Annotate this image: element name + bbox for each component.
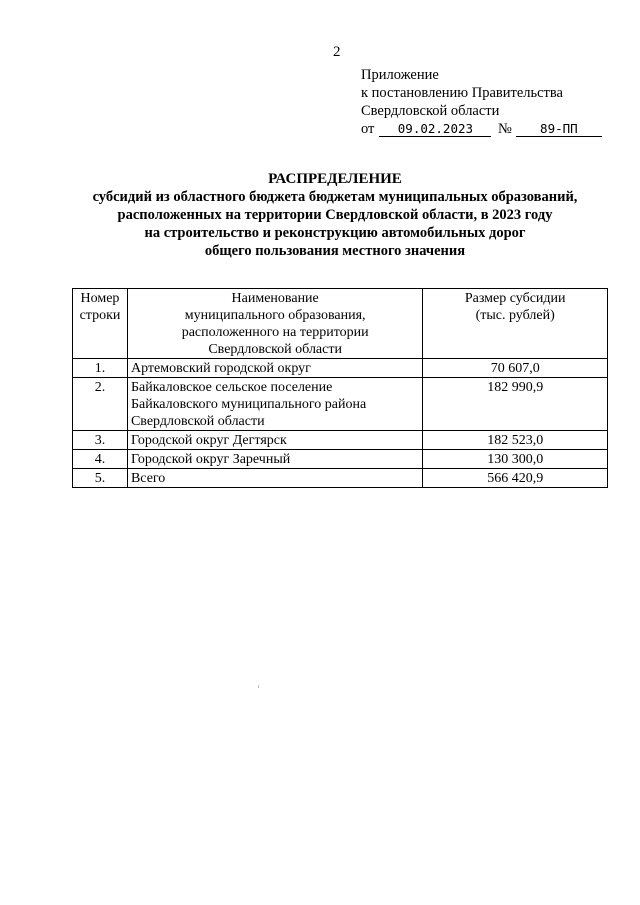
appendix-block bbox=[361, 66, 602, 138]
title-line-3: на строительство и реконструкцию автомобильных дорог bbox=[144, 225, 526, 241]
header-name: Наименование муниципального образования, расположенного на территории Свердловской области bbox=[127, 289, 422, 359]
row-number: 5. bbox=[73, 469, 128, 488]
row-amount: 70 607,0 bbox=[423, 359, 608, 378]
row-name: Городской округ Заречный bbox=[127, 450, 422, 469]
row-number: 2. bbox=[73, 378, 128, 431]
subsidy-table bbox=[72, 288, 608, 488]
header-number: Номер строки bbox=[73, 289, 128, 359]
date-prefix: от bbox=[361, 121, 375, 137]
row-amount: 130 300,0 bbox=[423, 450, 608, 469]
title-line-2: расположенных на территории Свердловской области, в 2023 году bbox=[117, 207, 553, 223]
row-name: Городской округ Дегтярск bbox=[127, 431, 422, 450]
document-title bbox=[40, 170, 630, 260]
resolution-number: 89-ПП bbox=[516, 121, 602, 137]
title-line-1: субсидий из областного бюджета бюджетам муниципальных образований, bbox=[92, 189, 578, 205]
resolution-date: 09.02.2023 bbox=[379, 121, 491, 137]
table-header-row bbox=[73, 289, 608, 359]
row-amount: 566 420,9 bbox=[423, 469, 608, 488]
table-row-total bbox=[73, 469, 608, 488]
row-name: Артемовский городской округ bbox=[127, 359, 422, 378]
table-row bbox=[73, 359, 608, 378]
number-sign: № bbox=[498, 121, 512, 137]
title-heading: РАСПРЕДЕЛЕНИЕ bbox=[268, 171, 402, 187]
row-number: 3. bbox=[73, 431, 128, 450]
page-number: 2 bbox=[333, 44, 341, 60]
row-name: Всего bbox=[127, 469, 422, 488]
table-row bbox=[73, 431, 608, 450]
row-amount: 182 990,9 bbox=[423, 378, 608, 431]
appendix-line-2: к постановлению Правительства bbox=[361, 85, 563, 101]
row-amount: 182 523,0 bbox=[423, 431, 608, 450]
appendix-line-3: Свердловской области bbox=[361, 103, 500, 119]
row-number: 1. bbox=[73, 359, 128, 378]
title-line-4: общего пользования местного значения bbox=[204, 243, 466, 259]
header-amount: Размер субсидии (тыс. рублей) bbox=[423, 289, 608, 359]
appendix-date-line bbox=[361, 120, 602, 138]
scan-mark bbox=[258, 685, 259, 688]
row-name: Байкаловское сельское поселение Байкаловского муниципального района Свердловской области bbox=[127, 378, 422, 431]
table-row bbox=[73, 450, 608, 469]
appendix-line-1: Приложение bbox=[361, 67, 439, 83]
table-row bbox=[73, 378, 608, 431]
row-number: 4. bbox=[73, 450, 128, 469]
